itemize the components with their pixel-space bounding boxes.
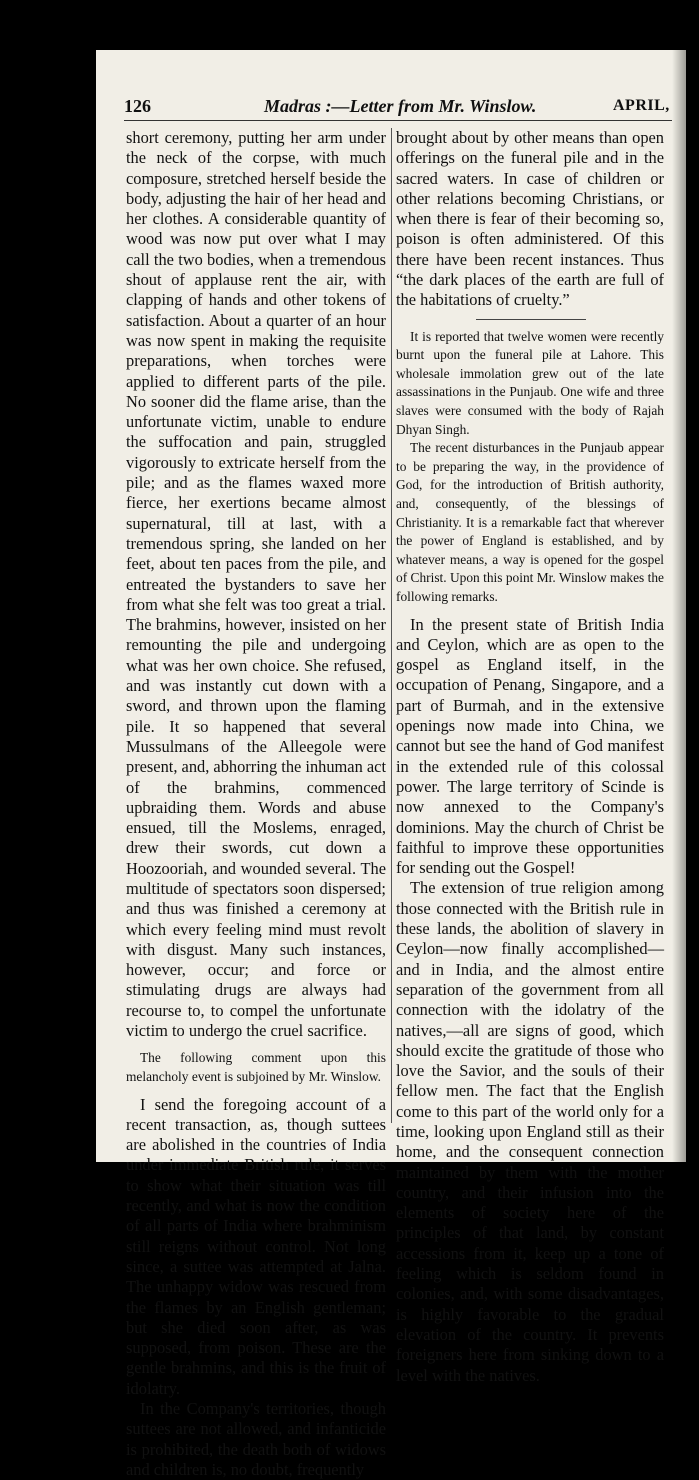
spacer bbox=[126, 1087, 386, 1095]
editor-note-1: It is reported that twelve women were recently burnt upon the funeral pile at Lahore. This wholesale immolation grew out of the late assassinations in the Punjaub. One wife and three slaves were consumed with the body of Rajah Dhyan Singh. bbox=[396, 328, 664, 437]
header-rule bbox=[124, 120, 672, 121]
spacer bbox=[396, 607, 664, 615]
left-paragraph-1: short ceremony, putting her arm under the neck of the corpse, with much composure, stretched herself beside the body, adjusting the hair of her head and her clothes. A considerable quantity of wood was now put over what I may call the two bodies, when a tremendous shout of applause rent the air, with clapping of hands and other tokens of satisfaction. About a quarter of an hour was now spent in making the requisite preparations, when torches were applied to different parts of the pile. No sooner did the flame arise, than the unfortunate victim, unable to endure the suffocation and pain, struggled vigorously to extricate herself from the pile; and as the flames waxed more fierce, her exertions became almost supernatural, till at last, with a tremendous spring, she landed on her feet, about ten paces from the pile, and entreated the bystanders to save her from what she felt was too great a trial. The brahmins, however, insisted on her remounting the pile and undergoing what was her own choice. She refused, and was instantly cut down with a sword, and thrown upon the flaming pile. It so happened that several Mussulmans of the Alleegole were present, and, abhorring the inhuman act of the brahmins, commenced upbraiding them. Words and abuse ensued, till the Moslems, enraged, drew their swords, cut down a Hoozooriah, and wounded several. The multitude of spectators soon dispersed; and thus was finished a ceremony at which every feeling mind must revolt with disgust. Many such instances, however, occur; and force or stimulating drugs are always had recourse to, to compel the unfortunate victim to undergo the cruel sacrifice. bbox=[126, 128, 386, 1041]
editor-note-2: The recent disturbances in the Punjaub appear to be preparing the way, in the providence of God, for the introduction of British authority, and, consequently, of the blessings of Christianity. It is a remarkable fact that wherever the power of England is established, and by whatever means, a way is opened for the gospel of Christ. Upon this point Mr. Winslow makes the following remarks. bbox=[396, 440, 664, 604]
left-column bbox=[126, 128, 386, 1480]
section-rule bbox=[476, 319, 586, 320]
book-page bbox=[96, 50, 686, 1479]
right-paragraph-2: In the present state of British India and Ceylon, which are as open to the gospel as England itself, in the occupation of Penang, Singapore, and a part of Burmah, and in the extensive openings now made into China, we cannot but see the hand of God manifest in the extended rule of this colossal power. The large territory of Scinde is now annexed to the Company's dominions. May the church of Christ be faithful to improve these opportunities for sending out the Gospel! bbox=[396, 614, 664, 878]
spacer bbox=[126, 1041, 386, 1049]
right-column bbox=[396, 128, 664, 1386]
page-fold-shadow bbox=[672, 50, 686, 1162]
page-header bbox=[96, 50, 686, 100]
column-divider bbox=[391, 128, 392, 1123]
page-number: 126 bbox=[124, 96, 151, 116]
left-paragraph-3: In the Company's territories, though suttees are not allowed, and infanticide is prohibited, the death both of widows and children is, no doubt, frequently bbox=[126, 1399, 386, 1479]
running-head-month: APRIL, bbox=[613, 97, 670, 114]
editor-note: The following comment upon this melancholy event is subjoined by Mr. Winslow. bbox=[126, 1050, 386, 1084]
right-paragraph-3: The extension of true religion among those connected with the British rule in these lands, the abolition of slavery in Ceylon—now finally accomplished—and in India, and the almost entire separation of the government from all connection with the idolatry of the natives,—all are signs of good, which should excite the gratitude of those who love the Savior, and the souls of their fellow men. The fact that the English come to this part of the world only for a time, looking upon England still as their home, and the consequent connection maintained by them with the mother country, and their infusion into the elements of society here of the principles of that land, by constant accessions from it, keep up a tone of feeling which is seldom found in colonies, and, with some disadvantages, is highly favorable to the gradual elevation of the country. It prevents foreigners here from sinking down to a level with the natives. bbox=[396, 878, 664, 1385]
right-paragraph-1: brought about by other means than open offerings on the funeral pile and in the sacred waters. In case of children or other relations becoming Christians, or when there is fear of their becoming so, poison is often administered. Of this there have been recent instances. Thus “the dark places of the earth are full of the habitations of cruelty.” bbox=[396, 128, 664, 310]
running-head: Madras :—Letter from Mr. Winslow. bbox=[264, 96, 537, 116]
left-paragraph-2: I send the foregoing account of a recent transaction, as, though suttees are abolished in the countries of India under immediate British rule, it serves to show what their situation was till recently, and what is now the condition of all parts of India where brahminism still reigns without control. Not long since, a suttee was attempted at Jalna. The unhappy widow was rescued from the flames by an English gentleman; but she died soon after, as was supposed, from poison. These are the gentle brahmins, and this is the fruit of idolatry. bbox=[126, 1094, 386, 1398]
